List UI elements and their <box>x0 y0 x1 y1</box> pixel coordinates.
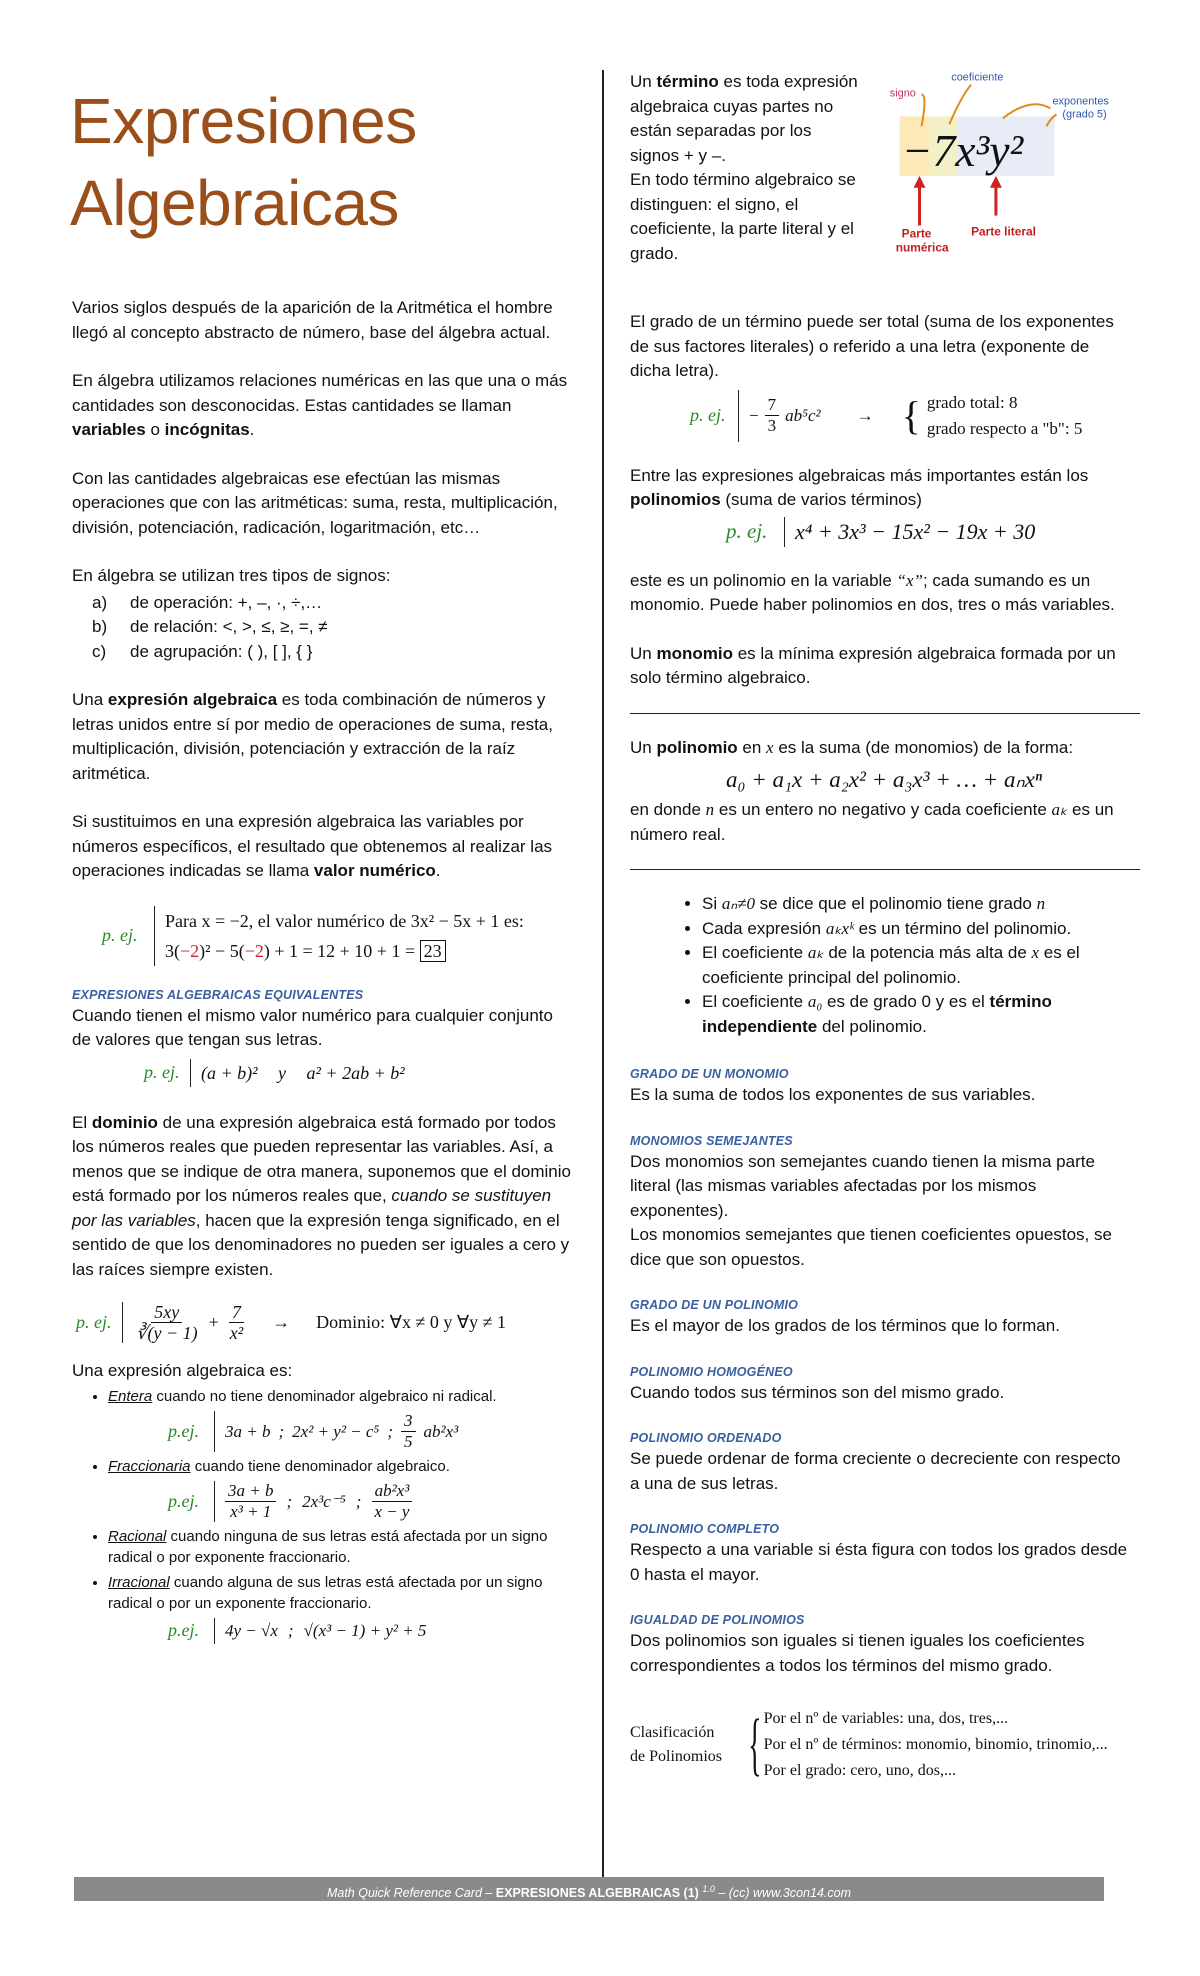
fraction: $\frac{\text{ab²x³}}{x - y}$ <box>371 1481 412 1522</box>
fraction: $\frac{3a + b}{\text{x³ + 1}}$ <box>225 1481 276 1522</box>
definition-heading: IGUALDAD DE POLINOMIOS <box>630 1613 805 1627</box>
coeficiente-label: coeficiente <box>951 71 1004 84</box>
variables-paragraph: En álgebra utilizamos relaciones numéricas en las que una o más cantidades son desconocidas. Estas cantidades se llaman variables o incógnitas. <box>72 371 568 439</box>
page-title <box>70 80 572 244</box>
fraction: $\frac{5xy}{∛(y - 1)}$ <box>136 1302 198 1343</box>
dominio-paragraph: El dominio de una expresión algebraica está formado por todos los números reales que pueden representar las variables. Así, a menos que se indique de otra manera, suponemos que el dominio está formado por los números reales que, cuando se sustituyen por las variables, hacen que la expresión tenga significado, en el sentido de que los denominadores no pueden ser iguales a cero y las raíces siempre existen. <box>72 1112 571 1279</box>
example-label: p. ej. <box>76 1312 112 1332</box>
definition-heading: GRADO DE UN POLINOMIO <box>630 1298 799 1312</box>
definition-text: Respecto a una variable si ésta figura con todos los grados desde 0 hasta el mayor. <box>630 1540 1128 1584</box>
footer-bar: Math Quick Reference Card – EXPRESIONES ALGEBRAICAS (1) $^{1.0}$ – (cc) www.3con14.com <box>74 1877 1104 1901</box>
polinomio-definition: Un polinomio en x es la suma (de monomios) de la forma: <box>630 737 1074 757</box>
signos-intro: En álgebra se utilizan tres tipos de signos: <box>72 566 391 585</box>
brace-icon: { <box>748 1706 762 1783</box>
list-item: b) de relación: <, >, ≤, ≥, =, ≠ <box>92 617 328 636</box>
signo-label: signo <box>889 87 917 100</box>
definition-text: Cuando todos sus términos son del mismo grado. <box>630 1382 1005 1402</box>
polinomio-where: en donde n es un entero no negativo y cada coeficiente aₖ es un número real. <box>630 800 1114 844</box>
list-item: • Entera cuando no tiene denominador algebraico ni radical. p.ej. 3a + b ; 2x² + y² − c⁵ ; $\frac{3}{5}$ ab²x³ <box>108 1386 572 1452</box>
list-item: • El coeficiente a₀ es de grado 0 y es el término independiente del polinomio. <box>702 990 1130 1039</box>
definition-text: Es la suma de todos los exponentes de sus variables. <box>630 1085 1036 1104</box>
grado-total: grado total: 8 <box>926 392 1018 412</box>
grado-paragraph: El grado de un término puede ser total (suma de los exponentes de sus factores literales) o referido a una letra (exponente de dicha letra). <box>630 312 1114 380</box>
definition-text: Dos monomios son semejantes cuando tienen la misma parte literal (las mismas variables afectadas por los mismos exponentes). <box>630 1151 1095 1220</box>
definition-text: Se puede ordenar de forma creciente o decreciente con respecto a una de sus letras. <box>630 1449 1121 1493</box>
divider-line <box>630 869 1140 870</box>
right-column <box>630 70 1130 1784</box>
polinomio-properties-list <box>630 892 1130 1039</box>
example-label: p. ej. <box>690 405 726 425</box>
clasificacion-item: Por el grado: cero, uno, dos,... <box>763 1762 957 1779</box>
arrowhead-icon <box>914 176 926 188</box>
polinomio-example <box>726 517 1130 547</box>
valor-example-line-1: Para x = −2, el valor numérico de 3x² − 5x + 1 es: <box>165 910 524 931</box>
list-item: a) de operación: +, –, ·, ÷,… <box>92 592 323 612</box>
divider-line <box>630 713 1140 714</box>
example-label: p.ej. <box>168 1420 199 1441</box>
list-item: • Racional cuando ninguna de sus letras está afectada por un signo radical o por exponente fraccionario. <box>108 1526 572 1568</box>
fraction: $\frac{7}{3}$ <box>765 395 780 436</box>
brace-icon: { <box>901 392 921 438</box>
termino-expression: −7x³y² <box>901 124 1024 176</box>
list-item: • El coeficiente aₖ de la potencia más alta de x es el coeficiente principal del polinomio. <box>702 941 1130 990</box>
valor-numerico-paragraph: Si sustituimos en una expresión algebraica las variables por números específicos, el resultado que obtenemos al realizar las operaciones indicadas se llama valor numérico. <box>72 812 553 880</box>
fraction: $\frac{3}{5}$ <box>401 1411 416 1452</box>
list-item: • Cada expresión aₖxᵏ es un término del polinomio. <box>702 917 1130 942</box>
definition-heading: POLINOMIO HOMOGÉNEO <box>630 1364 793 1379</box>
tipos-intro: Una expresión algebraica es: <box>72 1361 293 1380</box>
arrow-icon: → <box>272 1312 291 1332</box>
dominio-example <box>76 1302 572 1343</box>
equiv-expr-a: (a + b)² <box>201 1062 258 1083</box>
operaciones-paragraph: Con las cantidades algebraicas ese efectúan las mismas operaciones que con las aritméticas: suma, resta, multiplicación, división, potenciación, radicación, logaritmación, etc… <box>72 468 558 537</box>
fraccionaria-example: p.ej. $\frac{3a + b}{\text{x³ + 1}}$ ; 2x³c⁻⁵ ; $\frac{\text{ab²x³}}{x - y}$ <box>168 1481 572 1522</box>
result-box: 23 <box>420 940 446 962</box>
equivalentes-text: Cuando tienen el mismo valor numérico para cualquier conjunto de valores que tengan sus letras. <box>72 1005 553 1049</box>
clasificacion-item: Por el nº de términos: monomio, binomio, trinomio,... <box>763 1736 1108 1753</box>
polinomios-paragraph: Entre las expresiones algebraicas más importantes están los polinomios (suma de varios términos) <box>630 465 1089 509</box>
example-label: p.ej. <box>168 1490 199 1511</box>
definition-text: Los monomios semejantes que tienen coeficientes opuestos, se dice que son opuestos. <box>630 1225 1112 1269</box>
term-rest: ab⁵c² <box>785 405 821 425</box>
entera-example: p.ej. 3a + b ; 2x² + y² − c⁵ ; $\frac{3}{5}$ ab²x³ <box>168 1410 459 1451</box>
monomio-paragraph: Un monomio es la mínima expresión algebraica formada por un solo término algebraico. <box>630 643 1116 687</box>
plus-sign: + <box>208 1312 219 1332</box>
termino-paragraph: Un término es toda expresión algebraica cuyas partes no están separadas por los signos + y –. En todo término algebraico se distinguen: el signo, el coeficiente, la parte literal y el grado. <box>630 72 858 263</box>
equivalentes-example <box>144 1059 572 1087</box>
grado-label: (grado 5) <box>1062 108 1107 121</box>
left-column <box>72 70 572 1648</box>
example-label: p. ej. <box>726 519 768 543</box>
exponente-arrow-icon <box>1003 104 1051 118</box>
polinomio-desc: este es un polinomio en la variable “x”; cada sumando es un monomio. Puede haber polinomios en dos, tres o más variables. <box>630 570 1115 614</box>
example-label: p. ej. <box>102 925 138 945</box>
signos-list <box>72 591 572 665</box>
grado-respecto: grado respecto a "b": 5 <box>926 418 1083 438</box>
equiv-expr-b: a² + 2ab + b² <box>306 1062 405 1083</box>
termino-diagram <box>862 66 1130 256</box>
minus-sign: − <box>749 405 759 425</box>
parte-numerica-label-2: numérica <box>895 240 949 255</box>
definitions-list <box>630 1065 1130 1678</box>
arrowhead-icon <box>990 176 1002 188</box>
list-item: • Irracional cuando alguna de sus letras está afectada por un signo radical o por un exponente fraccionario. p.ej. 4y − √x ; √(x³ − 1) + y² + 5 <box>108 1572 572 1644</box>
dominio-result: Dominio: ∀x ≠ 0 y ∀y ≠ 1 <box>316 1312 507 1332</box>
arrow-icon: → <box>856 405 874 425</box>
tipos-list <box>72 1386 572 1644</box>
polinomio-expression: x⁴ + 3x³ − 15x² − 19x + 30 <box>784 517 1035 547</box>
definition-heading: MONOMIOS SEMEJANTES <box>630 1133 793 1148</box>
column-divider <box>602 70 604 1880</box>
grado-example <box>690 390 1130 442</box>
fraction: $\frac{7}{\text{x²}}$ <box>229 1302 244 1343</box>
irracional-example: p.ej. 4y − √x ; √(x³ − 1) + y² + 5 <box>168 1618 572 1644</box>
exponentes-label: exponentes <box>1052 95 1110 108</box>
expresion-paragraph: Una expresión algebraica es toda combinación de números y letras unidos entre sí por medio de operaciones de suma, resta, multiplicación, división, potenciación y extracción de la raíz aritmética. <box>72 690 553 783</box>
termino-section <box>630 70 1130 266</box>
definition-heading: POLINOMIO ORDENADO <box>630 1431 782 1445</box>
clasificacion-item: Por el nº de variables: una, dos, tres,... <box>763 1710 1009 1727</box>
parte-numerica-label-1: Parte <box>901 226 932 241</box>
clasificacion-box <box>630 1706 1130 1784</box>
equiv-connector: y <box>278 1062 287 1083</box>
definition-heading: POLINOMIO COMPLETO <box>630 1522 780 1536</box>
list-item: • Fraccionaria cuando tiene denominador algebraico. p.ej. $\frac{3a + b}{\text{x³ + 1}}$ ; 2x³c⁻⁵ ; $\frac{\text{ab²x³}}{x - y}$ <box>108 1456 572 1522</box>
valor-example-line-2: 3(−2)² − 5(−2) + 1 = 12 + 10 + 1 = 23 <box>165 936 524 966</box>
example-label: p. ej. <box>144 1062 180 1082</box>
polinomio-formula: a₀ + a₁x + a₂x² + a₃x³ + … + aₙxⁿ <box>726 767 1043 792</box>
equivalentes-heading: EXPRESIONES ALGEBRAICAS EQUIVALENTES <box>72 987 364 1002</box>
valor-numerico-example <box>102 906 572 966</box>
intro-paragraph: Varios siglos después de la aparición de la Aritmética el hombre llegó al concepto abstracto de número, base del álgebra actual. <box>72 298 553 342</box>
title-line-2: Algebraicas <box>70 167 399 239</box>
list-item: • Si aₙ≠0 se dice que el polinomio tiene grado n <box>702 892 1130 917</box>
definition-heading: GRADO DE UN MONOMIO <box>630 1067 789 1081</box>
clasificacion-items <box>764 1706 1108 1784</box>
clasificacion-label: Clasificación de Polinomios <box>630 1724 723 1765</box>
definition-text: Dos polinomios son iguales si tienen iguales los coeficientes correspondientes a todos los términos del mismo grado. <box>630 1631 1085 1675</box>
definition-text: Es el mayor de los grados de los términos que lo forman. <box>630 1316 1060 1335</box>
title-line-1: Expresiones <box>70 85 417 157</box>
parte-literal-label: Parte literal <box>971 224 1037 239</box>
example-label: p.ej. <box>168 1620 199 1640</box>
list-item: c) de agrupación: ( ), [ ], { } <box>92 641 313 661</box>
